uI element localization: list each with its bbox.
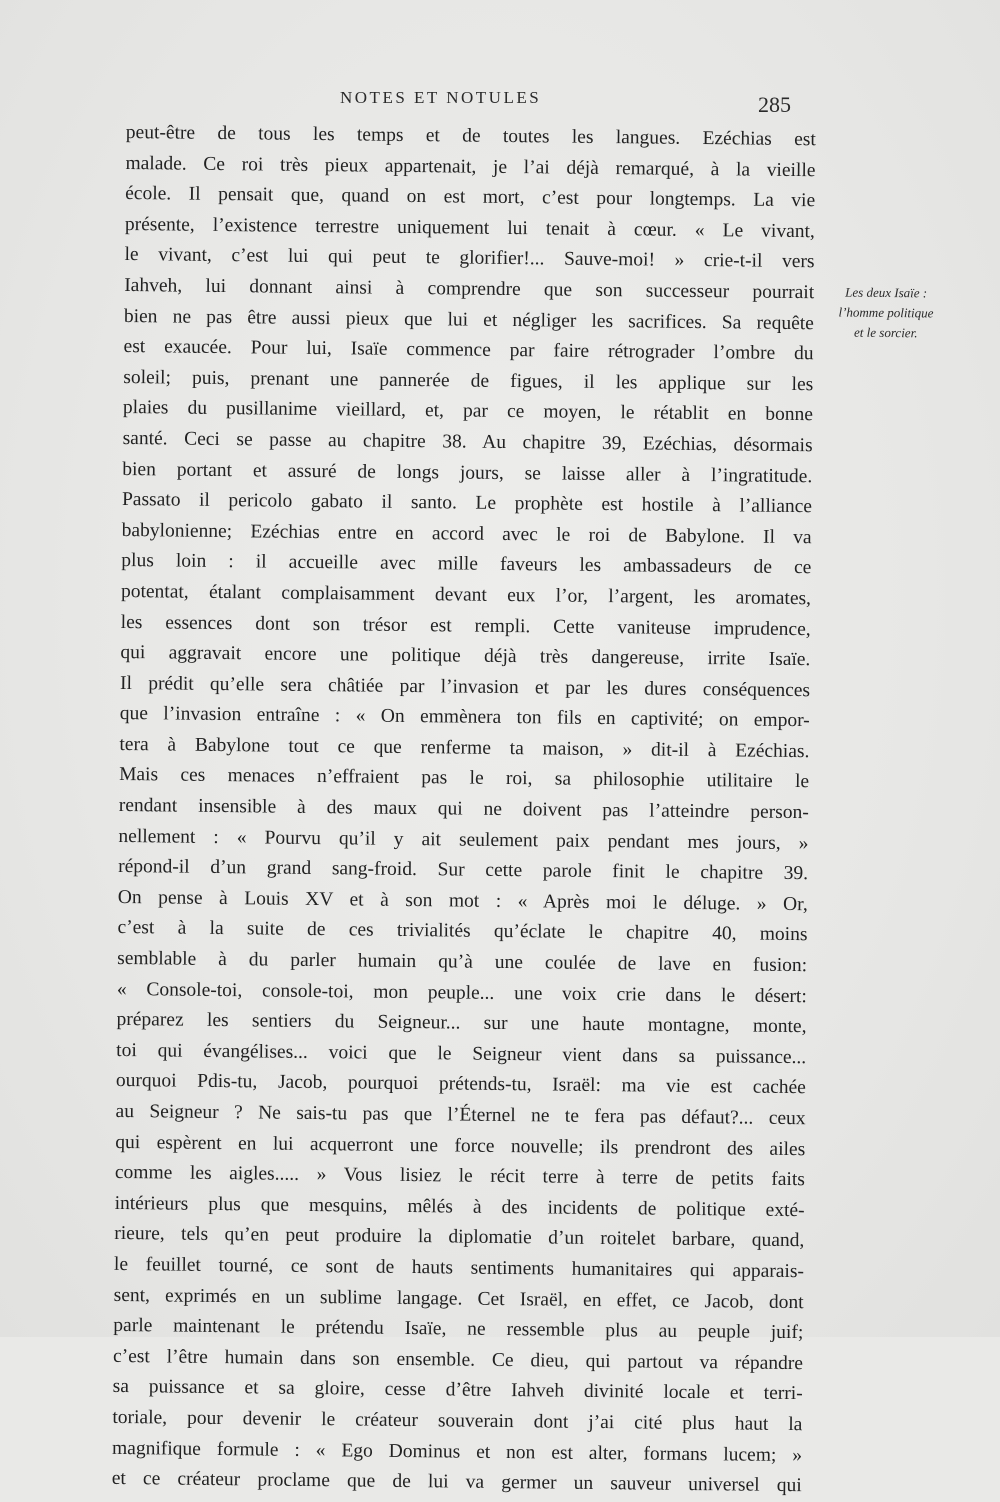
text-line: au Seigneur ? Ne sais-tu pas que l’Éternel ne te fera pas défaut?... ceux bbox=[115, 1100, 806, 1130]
text-line: toi qui évangélises... voici que le Seigneur vient dans sa puissance... bbox=[116, 1039, 807, 1068]
text-line: les essences dont son trésor est rempli. Cette vaniteuse imprudence, bbox=[120, 611, 811, 640]
margin-note-line: Les deux Isaïe : bbox=[845, 284, 928, 301]
text-line: présente, l’existence terrestre uniquement lui tenait à cœur. « Le vivant, bbox=[124, 213, 815, 243]
text-line: qui espèrent en lui acquerront une force nouvelle; ils prendront des ailes bbox=[115, 1131, 806, 1160]
text-line: semblable à du parler humain qu’à une coulée de lave en fusion: bbox=[117, 947, 808, 977]
text-line: rieure, tels qu’en peut produire la diplomatie d’un roitelet barbare, quand, bbox=[114, 1223, 805, 1252]
text-line: babylonienne; Ezéchias entre en accord avec le roi de Babylone. Il va bbox=[121, 519, 812, 548]
text-line: sa puissance et sa gloire, cesse d’être Iahveh divinité locale et terri- bbox=[112, 1376, 803, 1405]
text-line: plaies du pusillanime vieillard, et, par ce moyen, le rétablit en bonne bbox=[122, 397, 814, 426]
text-line: préparez les sentiers du Seigneur... sur une haute montagne, monte, bbox=[116, 1009, 807, 1038]
body-text bbox=[112, 118, 816, 1502]
text-line: potentat, étalant complaisamment devant eux l’or, l’argent, les aromates, bbox=[120, 580, 812, 610]
text-line: le vivant, c’est lui qui peut te glorifier!... Sauve-moi! » crie-t-il vers bbox=[124, 244, 815, 273]
text-line: ourquoi Pdis-tu, Jacob, pourquoi prétends-tu, Israël: ma vie est cachée bbox=[115, 1070, 806, 1099]
text-line: c’est l’être humain dans son ensemble. Ce dieu, qui partout va répandre bbox=[112, 1345, 804, 1374]
text-line: rendant insensible à des maux qui ne doivent pas l’atteindre person- bbox=[118, 795, 809, 824]
text-line: Passato il pericolo gabato il santo. Le prophète est hostile à l’alliance bbox=[121, 489, 813, 518]
text-line: plus loin : il accueille avec mille faveurs les ambassadeurs de ce bbox=[121, 550, 812, 579]
text-line: toriale, pour devenir le créateur souverain dont j’ai cité plus haut la bbox=[112, 1406, 803, 1436]
text-line: Mais ces menaces n’effraient pas le roi, sa philosophie utilitaire le bbox=[119, 764, 810, 793]
text-line: comme les aigles..... » Vous lisiez le récit terre à terre de petits faits bbox=[114, 1162, 806, 1191]
margin-note-line: et le sorcier. bbox=[854, 324, 918, 341]
text-line: santé. Ceci se passe au chapitre 38. Au chapitre 39, Ezéchias, désormais bbox=[122, 427, 813, 457]
text-line: que l’invasion entraîne : « On emmènera ton fils en captivité; on empor- bbox=[119, 703, 810, 732]
margin-note-line: l’homme politique bbox=[838, 304, 934, 321]
text-line: Iahveh, lui donnant ainsi à comprendre que son successeur pourrait bbox=[124, 274, 815, 304]
text-line: nellement : « Pourvu qu’il y ait seulement paix pendant mes jours, » bbox=[118, 825, 809, 854]
text-line: qui aggravait encore une politique déjà très dangereuse, irrite Isaïe. bbox=[120, 642, 811, 671]
text-line: malade. Ce roi très pieux appartenait, je l’ai déjà remarqué, à la vieille bbox=[125, 152, 816, 181]
text-line: magnifique formule : « Ego Dominus et non est alter, formans lucem; » bbox=[111, 1437, 803, 1466]
text-line: soleil; puis, prenant une pannerée de figues, il les applique sur les bbox=[123, 366, 814, 395]
text-line: est exaucée. Pour lui, Isaïe commence par faire rétrograder l’ombre du bbox=[123, 336, 814, 365]
text-line: bien portant et assuré de longs jours, se laisse aller à l’ingratitude. bbox=[122, 458, 813, 487]
text-line: sent, exprimés en un sublime langage. Cet Israël, en effet, ce Jacob, dont bbox=[113, 1284, 804, 1313]
text-line: peut-être de tous les temps et de toutes les langues. Ezéchias est bbox=[125, 121, 816, 151]
margin-note bbox=[816, 282, 957, 343]
running-head-title: NOTES ET NOTULES bbox=[340, 88, 542, 107]
text-line: tera à Babylone tout ce que renferme ta maison, » dit-il à Ezéchias. bbox=[119, 733, 810, 763]
text-line: école. Il pensait que, quand on est mort, c’est pour longtemps. La vie bbox=[125, 183, 816, 212]
text-line: bien ne pas être aussi pieux que lui et négliger les sacrifices. Sa requête bbox=[123, 305, 814, 334]
text-line: intérieurs plus que mesquins, mêlés à des incidents de politique exté- bbox=[114, 1192, 805, 1221]
text-line: parle maintenant le prétendu Isaïe, ne ressemble plus au peuple juif; bbox=[113, 1315, 804, 1344]
text-line: le feuillet tourné, ce sont de hauts sentiments humanitaires qui apparais- bbox=[113, 1253, 805, 1283]
page-number: 285 bbox=[758, 92, 791, 117]
text-line: Il prédit qu’elle sera châtiée par l’invasion et par les dures conséquences bbox=[119, 672, 811, 701]
text-line: et ce créateur proclame que de lui va germer un sauveur universel qui bbox=[111, 1468, 802, 1497]
text-line: « Console-toi, console-toi, mon peuple... une voix crie dans le désert: bbox=[116, 978, 807, 1007]
text-line: c’est à la suite de ces trivialités qu’éclate le chapitre 40, moins bbox=[117, 917, 808, 946]
text-line: On pense à Louis XV et à son mot : « Après moi le déluge. » Or, bbox=[117, 886, 808, 916]
text-line: répond-il d’un grand sang-froid. Sur cette parole finit le chapitre 39. bbox=[118, 856, 809, 885]
